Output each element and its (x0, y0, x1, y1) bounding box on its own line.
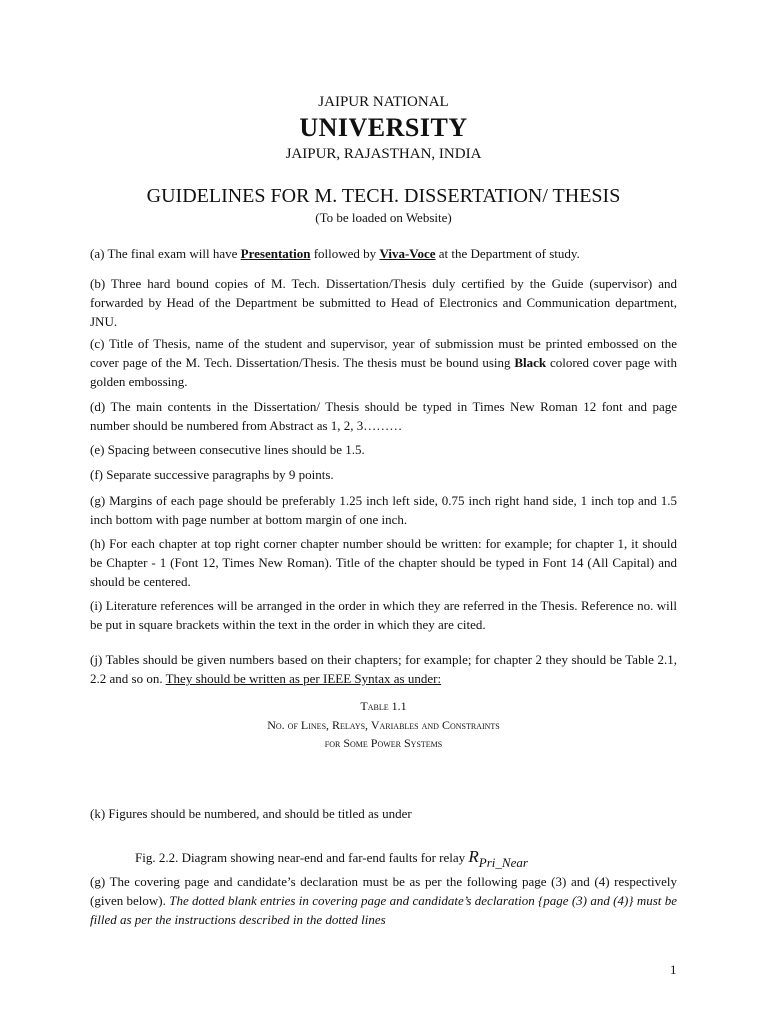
guideline-a: (a) The final exam will have Presentation followed by Viva-Voce at the Department of study. (90, 246, 580, 261)
figure-example-caption: Fig. 2.2. Diagram showing near-end and far-end faults for relay RPri_Near (135, 847, 528, 870)
university-name-line2: UNIVERSITY (299, 113, 468, 142)
guideline-h: (h) For each chapter at top right corner chapter number should be written: for example; for chapter 1, it should be Chapter - 1 (Font 12, Times New Roman). Title of the chapter should be typed in Font 14 (All Capital) and should be centered. (90, 536, 677, 589)
document-title: GUIDELINES FOR M. TECH. DISSERTATION/ THESIS (146, 185, 621, 207)
university-location: JAIPUR, RAJASTHAN, INDIA (285, 146, 482, 162)
guideline-d: (d) The main contents in the Dissertation/ Thesis should be typed in Times New Roman 12 font and page number should be numbered from Abstract as 1, 2, 3……… (90, 399, 677, 433)
guideline-k: (k) Figures should be numbered, and should be titled as under (90, 806, 412, 821)
page-number: 1 (670, 962, 677, 977)
table-example-title-line2: for Some Power Systems (324, 736, 443, 750)
university-name-line1: JAIPUR NATIONAL (318, 94, 449, 110)
table-example-title-line1: No. of Lines, Relays, Variables and Constraints (267, 718, 500, 732)
table-example-number: Table 1.1 (360, 699, 407, 713)
guideline-c: (c) Title of Thesis, name of the student and supervisor, year of submission must be printed embossed on the cover page of the M. Tech. Dissertation/Thesis. The thesis must be bound using Black colored cover page with golden embossing. (90, 336, 677, 389)
guideline-j: (j) Tables should be given numbers based on their chapters; for example; for chapter 2 they should be Table 2.1, 2.2 and so on. They should be written as per IEEE Syntax as under: (90, 652, 677, 686)
guideline-f: (f) Separate successive paragraphs by 9 points. (90, 467, 334, 482)
document-page (90, 0, 677, 1024)
document-subtitle: (To be loaded on Website) (315, 210, 452, 225)
guideline-g: (g) Margins of each page should be preferably 1.25 inch left side, 0.75 inch right hand side, 1 inch top and 1.5 inch bottom with page number at bottom margin of one inch. (90, 493, 677, 527)
relay-symbol: R (468, 847, 479, 866)
guideline-i: (i) Literature references will be arranged in the order in which they are referred in the Thesis. Reference no. will be put in square brackets within the text in the order in which they are cited. (90, 598, 677, 632)
guideline-e: (e) Spacing between consecutive lines should be 1.5. (90, 442, 365, 457)
relay-subscript: Pri_Near (478, 855, 528, 870)
guideline-b: (b) Three hard bound copies of M. Tech. Dissertation/Thesis duly certified by the Guide (supervisor) and forwarded by Head of the Department be submitted to Head of Electronics and Communication department, JNU. (90, 276, 677, 329)
guideline-g2: (g) The covering page and candidate’s declaration must be as per the following page (3) and (4) respectively (given below). The dotted blank entries in covering page and candidate’s declaration {page (3) and (4)} must be filled as per the instructions described in the dotted lines (90, 874, 677, 927)
